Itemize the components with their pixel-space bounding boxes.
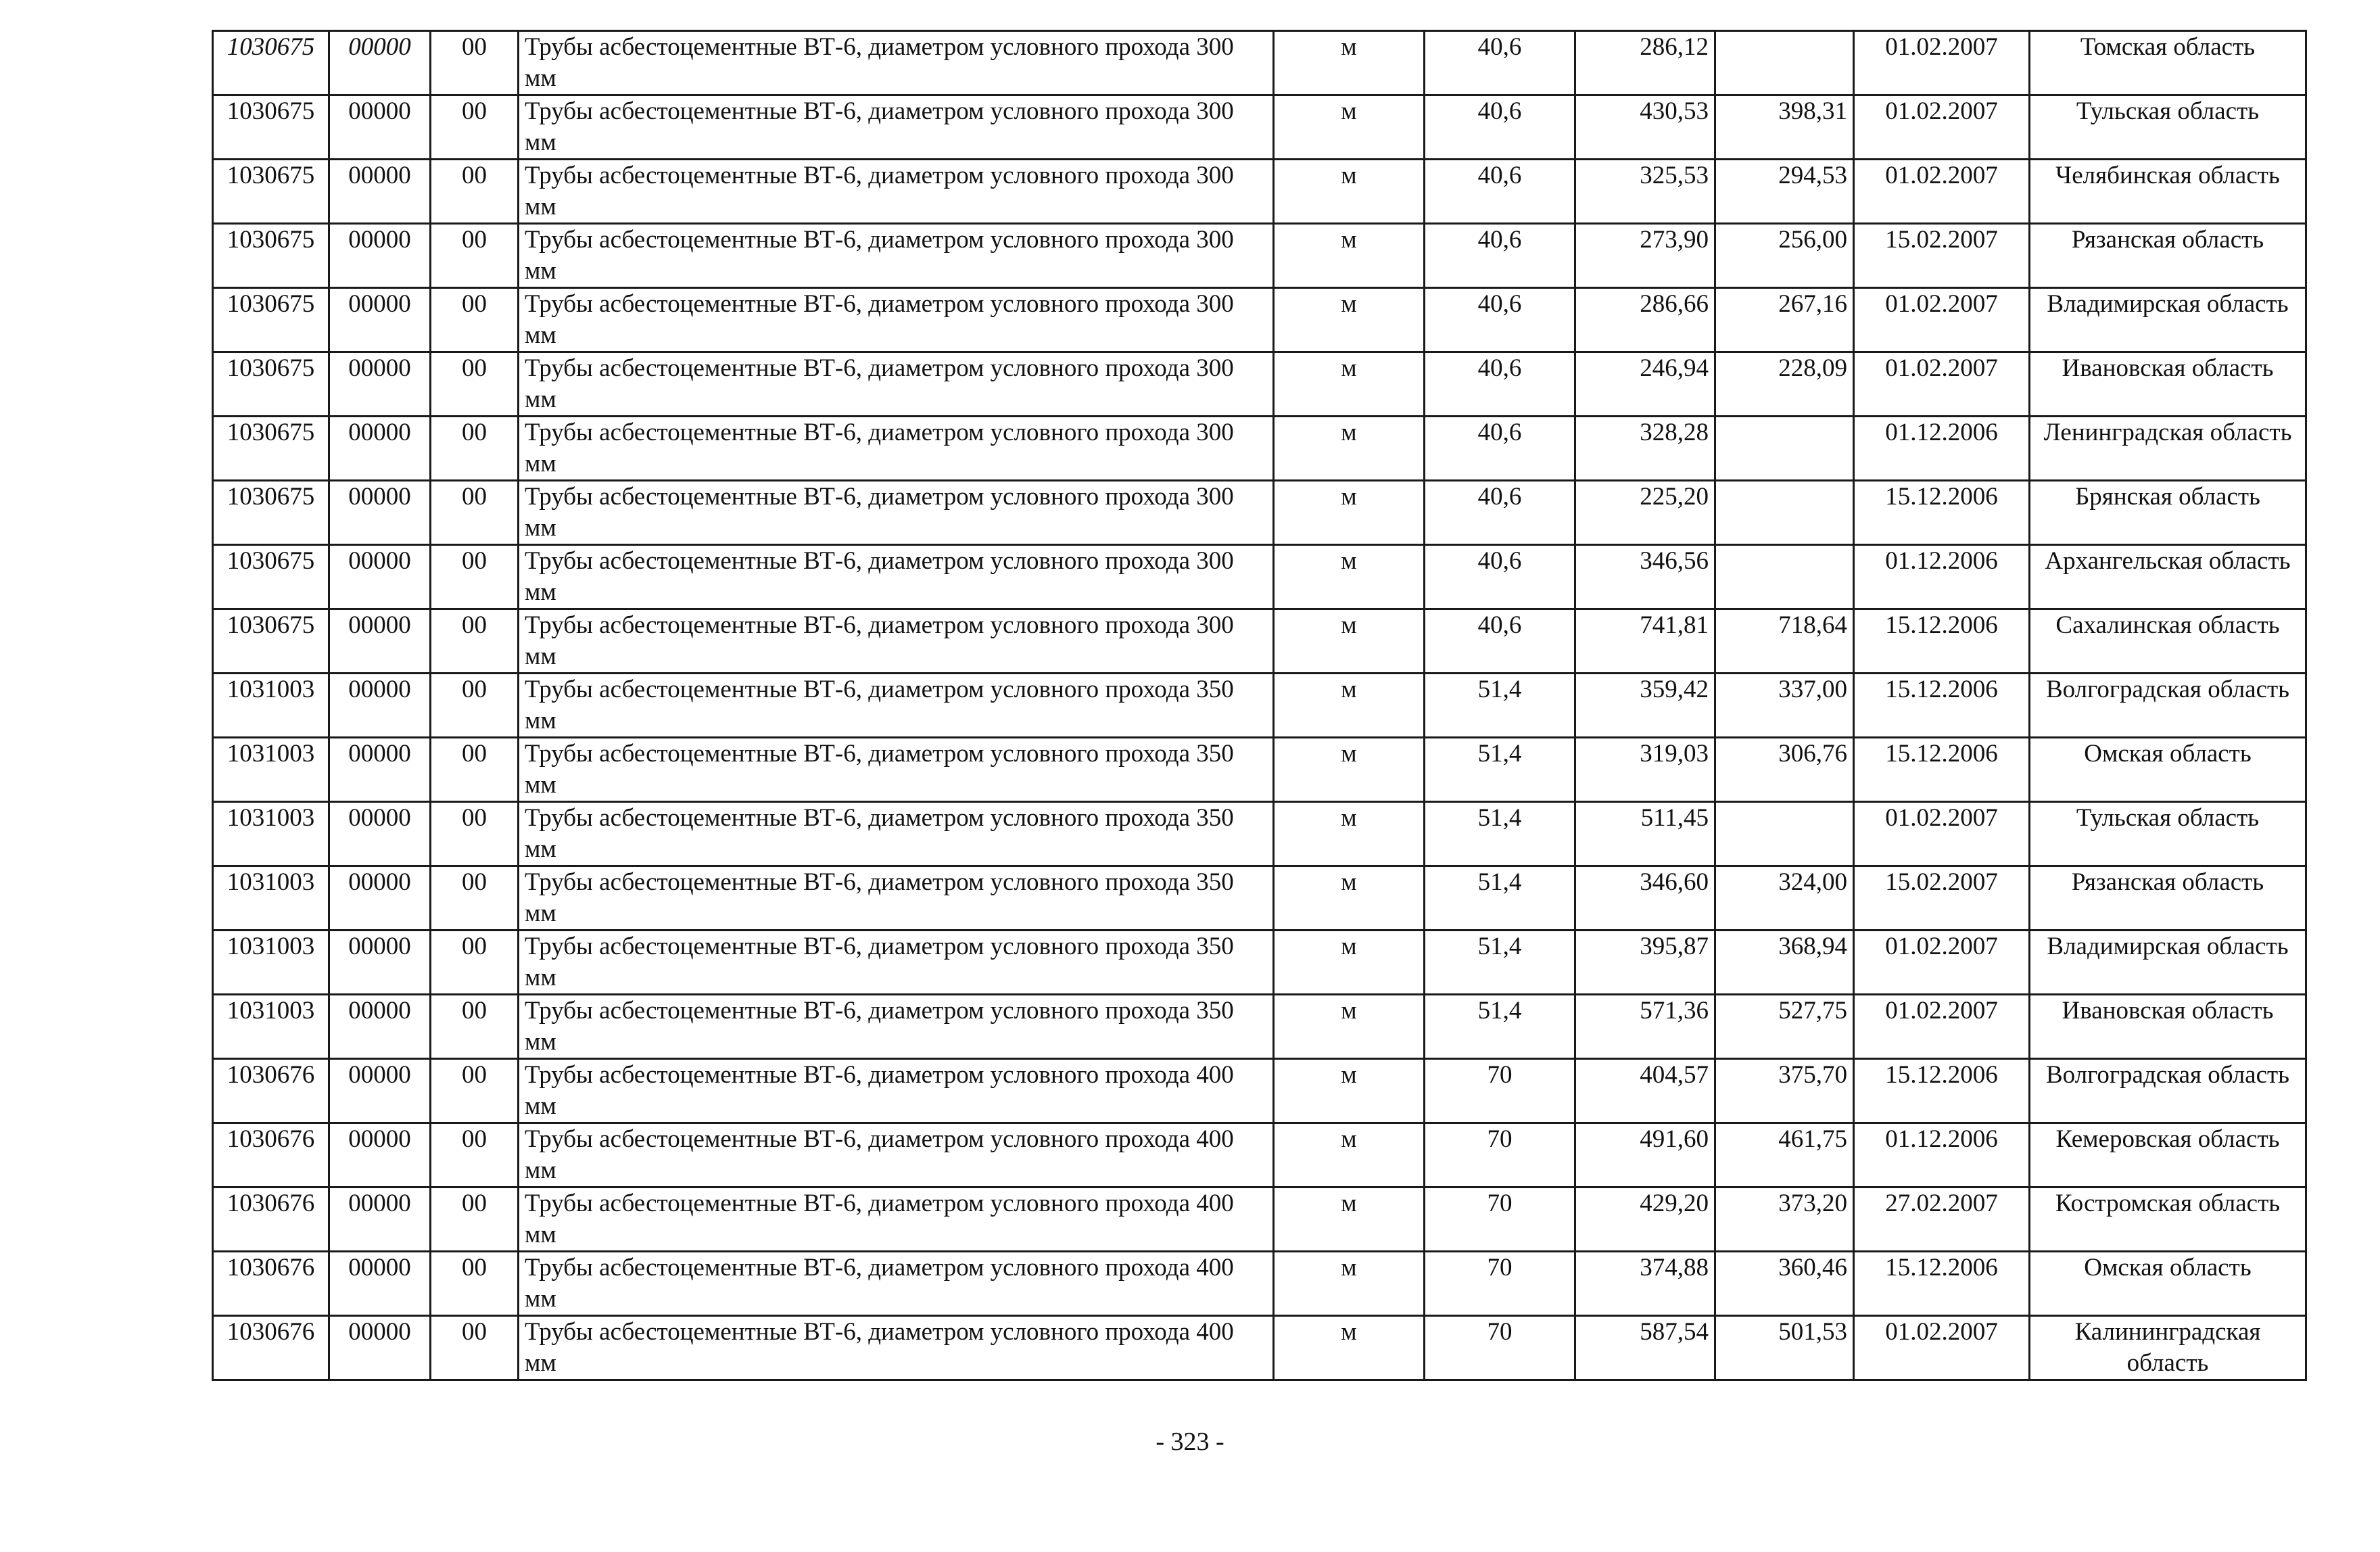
item-name-cell: Трубы асбестоцементные ВТ-6, диаметром условного прохода 300 мм [519, 95, 1274, 160]
price-without-tax-cell: 337,00 [1715, 674, 1854, 738]
price-without-tax-cell: 324,00 [1715, 866, 1854, 931]
unit-cell: м [1274, 1187, 1425, 1252]
price-without-tax-cell: 294,53 [1715, 160, 1854, 224]
table-row [213, 352, 2306, 417]
sub-code-cell: 00000 [329, 1123, 431, 1187]
item-code-cell: 1030676 [213, 1316, 329, 1380]
table-row [213, 224, 2306, 288]
price-cell: 225,20 [1575, 481, 1715, 545]
item-code-cell: 1031003 [213, 995, 329, 1059]
unit-cell: м [1274, 1059, 1425, 1123]
item-code-cell: 1031003 [213, 674, 329, 738]
table-row [213, 1059, 2306, 1123]
price-cell: 346,60 [1575, 866, 1715, 931]
item-name-cell: Трубы асбестоцементные ВТ-6, диаметром условного прохода 300 мм [519, 609, 1274, 674]
table-row [213, 545, 2306, 609]
table-row [213, 995, 2306, 1059]
item-code-cell: 1030676 [213, 1187, 329, 1252]
item-code-cell: 1030675 [213, 288, 329, 352]
price-without-tax-cell: 461,75 [1715, 1123, 1854, 1187]
price-cell: 328,28 [1575, 417, 1715, 481]
index-cell: 00 [431, 31, 519, 95]
price-without-tax-cell: 360,46 [1715, 1252, 1854, 1316]
date-cell: 01.02.2007 [1854, 1316, 2030, 1380]
region-cell: Томская область [2030, 31, 2306, 95]
index-cell: 00 [431, 160, 519, 224]
unit-cell: м [1274, 224, 1425, 288]
sub-code-cell: 00000 [329, 609, 431, 674]
price-without-tax-cell: 375,70 [1715, 1059, 1854, 1123]
price-cell: 273,90 [1575, 224, 1715, 288]
item-name-cell: Трубы асбестоцементные ВТ-6, диаметром условного прохода 400 мм [519, 1123, 1274, 1187]
table-row [213, 95, 2306, 160]
sub-code-cell: 00000 [329, 674, 431, 738]
unit-cell: м [1274, 1316, 1425, 1380]
sub-code-cell: 00000 [329, 481, 431, 545]
date-cell: 15.12.2006 [1854, 481, 2030, 545]
item-name-cell: Трубы асбестоцементные ВТ-6, диаметром условного прохода 400 мм [519, 1252, 1274, 1316]
sub-code-cell: 00000 [329, 1252, 431, 1316]
price-without-tax-cell: 373,20 [1715, 1187, 1854, 1252]
date-cell: 15.12.2006 [1854, 1252, 2030, 1316]
price-without-tax-cell: 398,31 [1715, 95, 1854, 160]
item-code-cell: 1030675 [213, 481, 329, 545]
item-name-cell: Трубы асбестоцементные ВТ-6, диаметром условного прохода 300 мм [519, 288, 1274, 352]
index-cell: 00 [431, 545, 519, 609]
date-cell: 15.12.2006 [1854, 609, 2030, 674]
date-cell: 01.02.2007 [1854, 802, 2030, 866]
item-code-cell: 1031003 [213, 738, 329, 802]
region-cell: Омская область [2030, 738, 2306, 802]
item-code-cell: 1030675 [213, 545, 329, 609]
weight-cell: 40,6 [1425, 481, 1575, 545]
item-name-cell: Трубы асбестоцементные ВТ-6, диаметром условного прохода 300 мм [519, 31, 1274, 95]
index-cell: 00 [431, 1252, 519, 1316]
table-row [213, 802, 2306, 866]
sub-code-cell: 00000 [329, 931, 431, 995]
item-name-cell: Трубы асбестоцементные ВТ-6, диаметром условного прохода 300 мм [519, 160, 1274, 224]
item-code-cell: 1030675 [213, 95, 329, 160]
date-cell: 01.02.2007 [1854, 31, 2030, 95]
price-cell: 404,57 [1575, 1059, 1715, 1123]
item-name-cell: Трубы асбестоцементные ВТ-6, диаметром условного прохода 400 мм [519, 1059, 1274, 1123]
index-cell: 00 [431, 931, 519, 995]
table-row [213, 1252, 2306, 1316]
weight-cell: 40,6 [1425, 160, 1575, 224]
weight-cell: 40,6 [1425, 224, 1575, 288]
region-cell: Брянская область [2030, 481, 2306, 545]
unit-cell: м [1274, 674, 1425, 738]
price-without-tax-cell: 501,53 [1715, 1316, 1854, 1380]
index-cell: 00 [431, 224, 519, 288]
price-cell: 395,87 [1575, 931, 1715, 995]
weight-cell: 51,4 [1425, 931, 1575, 995]
region-cell: Челябинская область [2030, 160, 2306, 224]
table-row [213, 738, 2306, 802]
unit-cell: м [1274, 288, 1425, 352]
table-row [213, 674, 2306, 738]
index-cell: 00 [431, 866, 519, 931]
unit-cell: м [1274, 545, 1425, 609]
unit-cell: м [1274, 160, 1425, 224]
region-cell: Тульская область [2030, 95, 2306, 160]
index-cell: 00 [431, 1123, 519, 1187]
index-cell: 00 [431, 1187, 519, 1252]
price-cell: 741,81 [1575, 609, 1715, 674]
table-row [213, 481, 2306, 545]
item-code-cell: 1030675 [213, 31, 329, 95]
item-name-cell: Трубы асбестоцементные ВТ-6, диаметром условного прохода 300 мм [519, 224, 1274, 288]
sub-code-cell: 00000 [329, 224, 431, 288]
region-cell: Калининградская область [2030, 1316, 2306, 1380]
price-cell: 587,54 [1575, 1316, 1715, 1380]
price-cell: 571,36 [1575, 995, 1715, 1059]
weight-cell: 51,4 [1425, 674, 1575, 738]
region-cell: Ивановская область [2030, 995, 2306, 1059]
index-cell: 00 [431, 609, 519, 674]
item-name-cell: Трубы асбестоцементные ВТ-6, диаметром условного прохода 300 мм [519, 545, 1274, 609]
price-cell: 429,20 [1575, 1187, 1715, 1252]
sub-code-cell: 00000 [329, 866, 431, 931]
table-row [213, 866, 2306, 931]
price-without-tax-cell: 267,16 [1715, 288, 1854, 352]
item-code-cell: 1030675 [213, 224, 329, 288]
item-name-cell: Трубы асбестоцементные ВТ-6, диаметром условного прохода 350 мм [519, 866, 1274, 931]
price-without-tax-cell: 306,76 [1715, 738, 1854, 802]
item-code-cell: 1030675 [213, 160, 329, 224]
region-cell: Ленинградская область [2030, 417, 2306, 481]
sub-code-cell: 00000 [329, 738, 431, 802]
region-cell: Рязанская область [2030, 224, 2306, 288]
unit-cell: м [1274, 866, 1425, 931]
table-row [213, 417, 2306, 481]
date-cell: 01.02.2007 [1854, 160, 2030, 224]
unit-cell: м [1274, 802, 1425, 866]
price-without-tax-cell: 256,00 [1715, 224, 1854, 288]
region-cell: Волгоградская область [2030, 674, 2306, 738]
item-name-cell: Трубы асбестоцементные ВТ-6, диаметром условного прохода 350 мм [519, 995, 1274, 1059]
price-cell: 511,45 [1575, 802, 1715, 866]
date-cell: 15.12.2006 [1854, 738, 2030, 802]
unit-cell: м [1274, 931, 1425, 995]
date-cell: 15.02.2007 [1854, 224, 2030, 288]
sub-code-cell: 00000 [329, 417, 431, 481]
region-cell: Сахалинская область [2030, 609, 2306, 674]
date-cell: 01.02.2007 [1854, 931, 2030, 995]
price-without-tax-cell: 228,09 [1715, 352, 1854, 417]
sub-code-cell: 00000 [329, 95, 431, 160]
item-name-cell: Трубы асбестоцементные ВТ-6, диаметром условного прохода 400 мм [519, 1187, 1274, 1252]
sub-code-cell: 00000 [329, 1059, 431, 1123]
region-cell: Кемеровская область [2030, 1123, 2306, 1187]
weight-cell: 40,6 [1425, 609, 1575, 674]
weight-cell: 40,6 [1425, 95, 1575, 160]
item-name-cell: Трубы асбестоцементные ВТ-6, диаметром условного прохода 350 мм [519, 738, 1274, 802]
date-cell: 27.02.2007 [1854, 1187, 2030, 1252]
price-cell: 359,42 [1575, 674, 1715, 738]
weight-cell: 40,6 [1425, 417, 1575, 481]
page-number: - 323 - [1156, 1428, 1224, 1456]
price-cell: 491,60 [1575, 1123, 1715, 1187]
weight-cell: 51,4 [1425, 738, 1575, 802]
price-cell: 319,03 [1575, 738, 1715, 802]
date-cell: 15.02.2007 [1854, 866, 2030, 931]
region-cell: Ивановская область [2030, 352, 2306, 417]
weight-cell: 51,4 [1425, 995, 1575, 1059]
index-cell: 00 [431, 1316, 519, 1380]
region-cell: Волгоградская область [2030, 1059, 2306, 1123]
date-cell: 01.02.2007 [1854, 352, 2030, 417]
region-cell: Тульская область [2030, 802, 2306, 866]
weight-cell: 40,6 [1425, 545, 1575, 609]
date-cell: 01.12.2006 [1854, 1123, 2030, 1187]
item-name-cell: Трубы асбестоцементные ВТ-6, диаметром условного прохода 300 мм [519, 352, 1274, 417]
weight-cell: 40,6 [1425, 352, 1575, 417]
region-cell: Архангельская область [2030, 545, 2306, 609]
price-without-tax-cell [1715, 481, 1854, 545]
date-cell: 15.12.2006 [1854, 674, 2030, 738]
weight-cell: 70 [1425, 1316, 1575, 1380]
item-code-cell: 1031003 [213, 866, 329, 931]
price-without-tax-cell [1715, 545, 1854, 609]
weight-cell: 70 [1425, 1187, 1575, 1252]
index-cell: 00 [431, 1059, 519, 1123]
item-code-cell: 1030675 [213, 417, 329, 481]
weight-cell: 40,6 [1425, 288, 1575, 352]
unit-cell: м [1274, 95, 1425, 160]
unit-cell: м [1274, 1252, 1425, 1316]
weight-cell: 70 [1425, 1123, 1575, 1187]
unit-cell: м [1274, 31, 1425, 95]
price-cell: 346,56 [1575, 545, 1715, 609]
price-without-tax-cell: 527,75 [1715, 995, 1854, 1059]
sub-code-cell: 00000 [329, 1316, 431, 1380]
table-body [213, 31, 2306, 1380]
index-cell: 00 [431, 417, 519, 481]
unit-cell: м [1274, 352, 1425, 417]
index-cell: 00 [431, 352, 519, 417]
item-code-cell: 1030675 [213, 352, 329, 417]
price-without-tax-cell: 368,94 [1715, 931, 1854, 995]
unit-cell: м [1274, 995, 1425, 1059]
index-cell: 00 [431, 674, 519, 738]
unit-cell: м [1274, 738, 1425, 802]
index-cell: 00 [431, 288, 519, 352]
sub-code-cell: 00000 [329, 802, 431, 866]
item-name-cell: Трубы асбестоцементные ВТ-6, диаметром условного прохода 400 мм [519, 1316, 1274, 1380]
unit-cell: м [1274, 417, 1425, 481]
price-cell: 286,12 [1575, 31, 1715, 95]
table-row [213, 288, 2306, 352]
sub-code-cell: 00000 [329, 995, 431, 1059]
date-cell: 01.02.2007 [1854, 995, 2030, 1059]
table-row [213, 931, 2306, 995]
table-row [213, 1316, 2306, 1380]
sub-code-cell: 00000 [329, 31, 431, 95]
table-row [213, 609, 2306, 674]
unit-cell: м [1274, 609, 1425, 674]
date-cell: 01.12.2006 [1854, 417, 2030, 481]
weight-cell: 70 [1425, 1059, 1575, 1123]
weight-cell: 51,4 [1425, 866, 1575, 931]
item-name-cell: Трубы асбестоцементные ВТ-6, диаметром условного прохода 350 мм [519, 674, 1274, 738]
weight-cell: 51,4 [1425, 802, 1575, 866]
price-cell: 286,66 [1575, 288, 1715, 352]
region-cell: Владимирская область [2030, 931, 2306, 995]
item-name-cell: Трубы асбестоцементные ВТ-6, диаметром условного прохода 350 мм [519, 931, 1274, 995]
price-without-tax-cell [1715, 802, 1854, 866]
unit-cell: м [1274, 481, 1425, 545]
item-code-cell: 1031003 [213, 802, 329, 866]
unit-cell: м [1274, 1123, 1425, 1187]
price-cell: 325,53 [1575, 160, 1715, 224]
region-cell: Рязанская область [2030, 866, 2306, 931]
price-cell: 374,88 [1575, 1252, 1715, 1316]
item-code-cell: 1031003 [213, 931, 329, 995]
price-cell: 246,94 [1575, 352, 1715, 417]
date-cell: 01.02.2007 [1854, 95, 2030, 160]
date-cell: 15.12.2006 [1854, 1059, 2030, 1123]
index-cell: 00 [431, 802, 519, 866]
item-code-cell: 1030676 [213, 1123, 329, 1187]
table-row [213, 1123, 2306, 1187]
region-cell: Омская область [2030, 1252, 2306, 1316]
item-name-cell: Трубы асбестоцементные ВТ-6, диаметром условного прохода 300 мм [519, 417, 1274, 481]
sub-code-cell: 00000 [329, 352, 431, 417]
date-cell: 01.02.2007 [1854, 288, 2030, 352]
table-row [213, 31, 2306, 95]
index-cell: 00 [431, 481, 519, 545]
price-without-tax-cell [1715, 417, 1854, 481]
sub-code-cell: 00000 [329, 545, 431, 609]
item-code-cell: 1030676 [213, 1059, 329, 1123]
price-cell: 430,53 [1575, 95, 1715, 160]
sub-code-cell: 00000 [329, 288, 431, 352]
price-without-tax-cell: 718,64 [1715, 609, 1854, 674]
price-table [212, 30, 2307, 1381]
region-cell: Костромская область [2030, 1187, 2306, 1252]
item-code-cell: 1030675 [213, 609, 329, 674]
index-cell: 00 [431, 95, 519, 160]
index-cell: 00 [431, 738, 519, 802]
sub-code-cell: 00000 [329, 160, 431, 224]
index-cell: 00 [431, 995, 519, 1059]
weight-cell: 70 [1425, 1252, 1575, 1316]
price-without-tax-cell [1715, 31, 1854, 95]
table-row [213, 160, 2306, 224]
item-code-cell: 1030676 [213, 1252, 329, 1316]
table-row [213, 1187, 2306, 1252]
item-name-cell: Трубы асбестоцементные ВТ-6, диаметром условного прохода 350 мм [519, 802, 1274, 866]
date-cell: 01.12.2006 [1854, 545, 2030, 609]
sub-code-cell: 00000 [329, 1187, 431, 1252]
region-cell: Владимирская область [2030, 288, 2306, 352]
item-name-cell: Трубы асбестоцементные ВТ-6, диаметром условного прохода 300 мм [519, 481, 1274, 545]
weight-cell: 40,6 [1425, 31, 1575, 95]
